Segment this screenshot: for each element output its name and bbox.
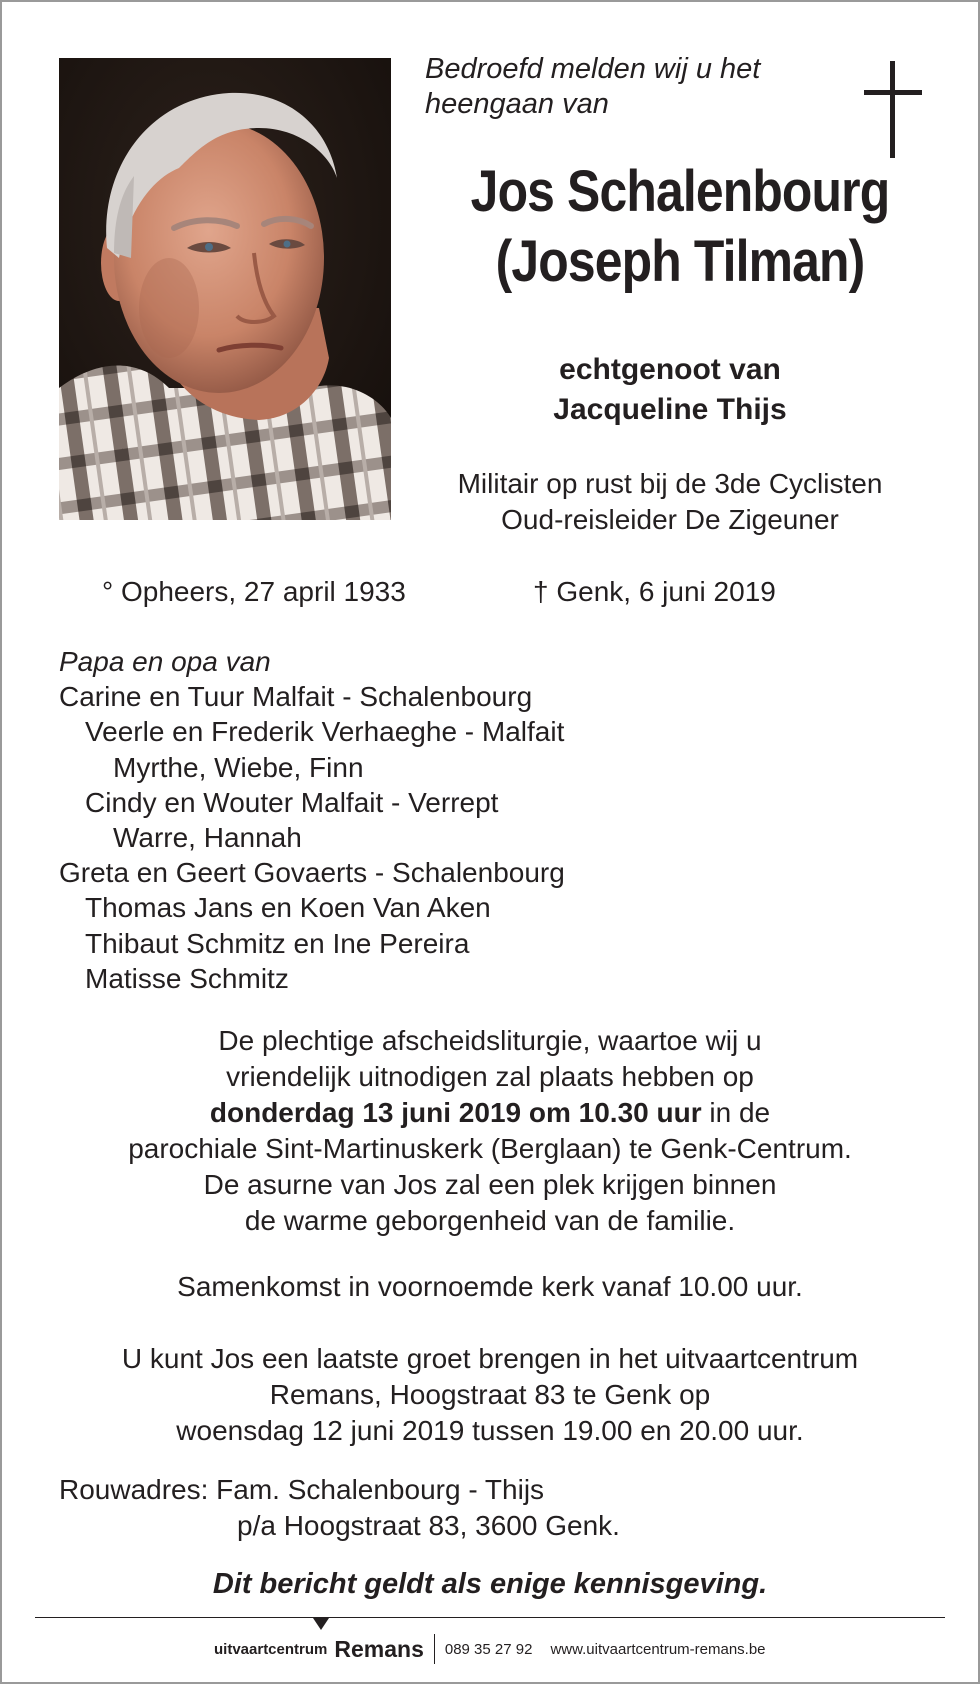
family-line: Carine en Tuur Malfait - Schalenbourg: [59, 681, 533, 713]
family-line: Myrthe, Wiebe, Finn: [113, 751, 364, 783]
family-line: Greta en Geert Govaerts - Schalenbourg: [59, 857, 565, 889]
career-block: [420, 466, 920, 538]
intro-line-2: heengaan van: [425, 88, 609, 120]
family-heading: Papa en opa van: [59, 646, 271, 677]
mourning-address-line-2: p/a Hoogstraat 83, 3600 Genk.: [237, 1510, 620, 1541]
notice-text: Dit bericht geldt als enige kennisgeving.: [212, 1568, 768, 1600]
birth-date: ° Opheers, 27 april 1933: [102, 576, 406, 607]
liturgy-block: [40, 1023, 940, 1239]
footer-brand: Remans: [334, 1635, 424, 1662]
liturgy-line-2: vriendelijk uitnodigen zal plaats hebben op: [226, 1061, 754, 1092]
liturgy-datetime: donderdag 13 juni 2019 om 10.30 uur: [209, 1097, 702, 1128]
footer-website: www.uitvaartcentrum-remans.be: [550, 1640, 766, 1658]
family-line: Warre, Hannah: [113, 822, 302, 854]
visit-line-3: woensdag 12 juni 2019 tussen 19.00 en 20.00 uur.: [176, 1415, 804, 1446]
spouse-block: [430, 350, 910, 430]
intro-line-1: Bedroefd melden wij u het: [425, 53, 761, 85]
career-line-1: Militair op rust bij de 3de Cyclisten: [457, 468, 883, 499]
deceased-name-block: [448, 157, 912, 297]
deceased-full-name: (Joseph Tilman): [495, 229, 865, 294]
footer: [214, 1632, 766, 1666]
visit-line-2: Remans, Hoogstraat 83 te Genk op: [269, 1379, 711, 1410]
gathering-text: Samenkomst in voornoemde kerk vanaf 10.00 uur.: [177, 1271, 803, 1302]
spouse-relation: echtgenoot van: [559, 353, 781, 386]
visit-line-1: U kunt Jos een laatste groet brengen in het uitvaartcentrum: [121, 1343, 859, 1374]
intro-text: [425, 52, 825, 122]
family-line: Thibaut Schmitz en Ine Pereira: [85, 927, 470, 959]
cross-icon: [864, 61, 922, 158]
mourning-address-line-1: Rouwadres: Fam. Schalenbourg - Thijs: [59, 1474, 545, 1505]
footer-prefix: uitvaartcentrum: [214, 1640, 328, 1658]
family-line: Matisse Schmitz: [85, 962, 289, 994]
liturgy-line-1: De plechtige afscheidsliturgie, waartoe wij u: [218, 1025, 762, 1056]
liturgy-line-6: de warme geborgenheid van de familie.: [244, 1205, 736, 1236]
liturgy-line-5: De asurne van Jos zal een plek krijgen binnen: [203, 1169, 777, 1200]
triangle-pointer-icon: [313, 1618, 329, 1630]
spouse-name: Jacqueline Thijs: [553, 393, 787, 426]
career-line-2: Oud-reisleider De Zigeuner: [501, 504, 839, 535]
family-line: Thomas Jans en Koen Van Aken: [85, 892, 491, 924]
liturgy-line-3: [40, 1095, 940, 1131]
liturgy-line-4: parochiale Sint-Martinuskerk (Berglaan) te Genk-Centrum.: [128, 1133, 852, 1164]
liturgy-line-3-rest: in de: [701, 1097, 771, 1128]
family-line: Cindy en Wouter Malfait - Verrept: [85, 786, 499, 818]
deceased-name: Jos Schalenbourg: [470, 159, 890, 224]
visit-block: [40, 1341, 940, 1449]
footer-separator: [434, 1634, 435, 1664]
footer-divider: [35, 1617, 945, 1618]
death-date: † Genk, 6 juni 2019: [533, 576, 776, 607]
family-line: Veerle en Frederik Verhaeghe - Malfait: [85, 716, 565, 748]
footer-phone: 089 35 27 92: [444, 1640, 533, 1658]
family-list: [59, 644, 759, 996]
portrait-photo: [59, 58, 391, 520]
